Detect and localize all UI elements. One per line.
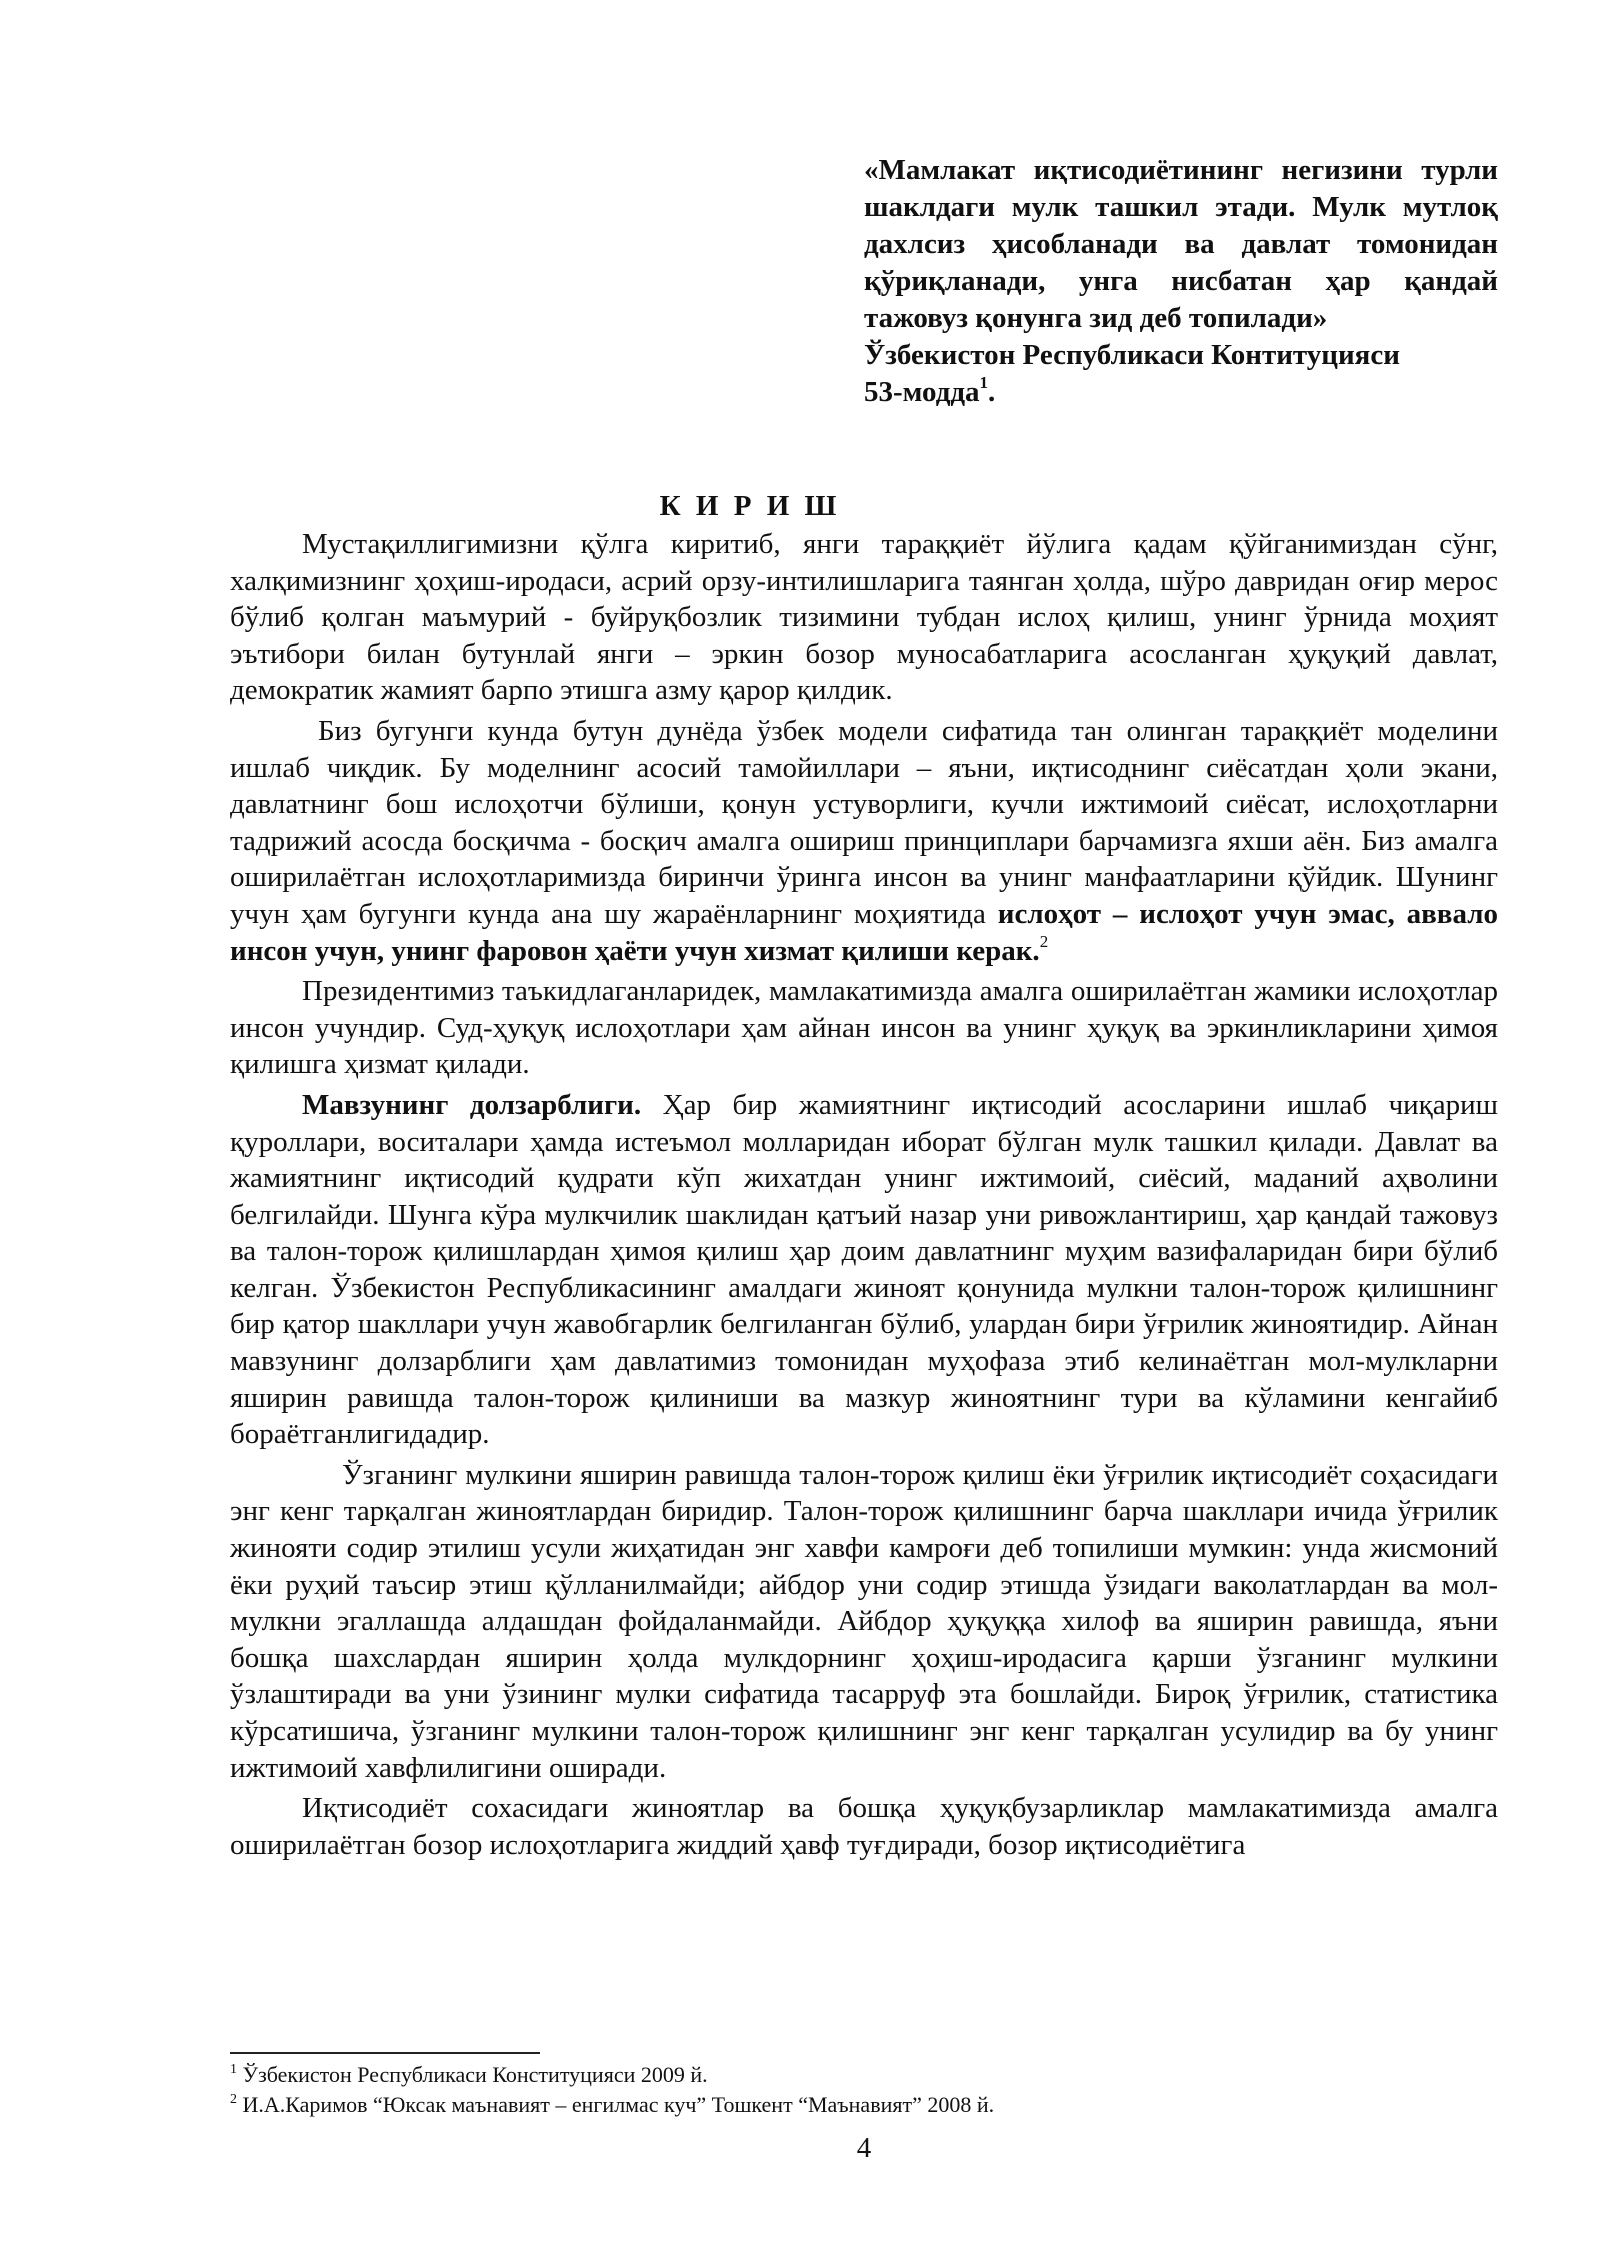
paragraph-1: Мустақиллигимизни қўлга киритиб, янги тараққиёт йўлига қадам қўйганимиздан сўнг, халқимизнинг ҳоҳиш-иродаси, асрий орзу-интилишларига таянган ҳолда, шўро давридан оғир мерос бўлиб қолган маъмурий - буйруқбозлик тизимини тубдан ислоҳ қилиш, унинг ўрнида моҳият эътибори билан бутунлай янги – эркин бозор муносабатларига асосланган ҳуқуқий давлат, демократик жамият барпо этишга азму қарор қилдик.	[230, 528, 1498, 707]
paragraph-4-text: Ҳар бир жамиятнинг иқтисодий асосларини ишлаб чиқариш қуроллари, воситалари ҳамда истеъмол молларидан иборат бўлган мулк ташкил қилади. Давлат ва жамиятнинг иқтисодий қудрати кўп жихатдан унинг ижтимоий, сиёсий, маданий аҳволини белгилайди. Шунга кўра мулкчилик шаклидан қатъий назар уни ривожлантириш, ҳар қандай тажовуз ва талон-торож қилишлардан ҳимоя қилиш ҳар доим давлатнинг муҳим вазифаларидан бири бўлиб келган. Ўзбекистон Республикасининг амалдаги жиноят қонунида мулкни талон-торож қилишнинг бир қатор шакллари учун жавобгарлик белгиланган бўлиб, улардан бири ўғрилик жиноятидир. Айнан мавзунинг долзарблиги ҳам давлатимиз томонидан муҳофаза этиб келинаётган мол-мулкларни яширин равишда талон-торож қилиниши ва мазкур жиноятнинг тури ва кўламини кенгайиб бораётганлигидадир.	[230, 1088, 1498, 1451]
section-heading	[0, 490, 1500, 523]
page-number: 4	[856, 2132, 872, 2164]
paragraph-2-text: Биз бугунги кунда бутун дунёда ўзбек модели сифатида тан олинган тараққиёт моделини ишлаб чиқдик. Бу моделнинг асосий тамойиллари – яъни, иқтисоднинг сиёсатдан ҳоли экани, давлатнинг бош ислоҳотчи бўлиши, қонун устуворлиги, кучли ижтимоий сиёсат, ислоҳотларни тадрижий асосда босқичма - босқич амалга ошириш принциплари барчамизга яхши аён. Биз амалга оширилаётган ислоҳотларимизда биринчи ўринга инсон ва унинг манфаатларини қўйдик. Шунинг учун ҳам бугунги кунда ана шу жараёнларнинг моҳиятида	[230, 714, 1498, 930]
footnotes	[230, 2060, 1498, 2120]
footnote-1-text: Ўзбекистон Республикаси Конституцияси 2009 й.	[237, 2062, 708, 2087]
paragraph-6: Иқтисодиёт сохасидаги жиноятлар ва бошқа ҳуқуқбузарликлар мамлакатимизда амалга оширилаётган бозор ислоҳотларига жиддий ҳавф туғдиради, бозор иқтисодиётига	[230, 1792, 1498, 1861]
epigraph-source-line1: Ўзбекистон Республикаси Контитуцияси	[864, 339, 1400, 371]
footnote-mark-2[interactable]: 2	[1039, 931, 1049, 951]
paragraph-3: Президентимиз таъкидлаганларидек, мамлакатимизда амалга оширилаётган жамики ислоҳотлар инсон учундир. Суд-ҳуқуқ ислоҳотлари ҳам айнан инсон ва унинг ҳуқуқ ва эркинликларини ҳимоя қилишга ҳизмат қилади.	[230, 975, 1498, 1081]
footnote-separator	[230, 2052, 540, 2054]
footnote-2-mark: 2	[230, 2091, 237, 2107]
paragraph-2-bold: ислоҳот – ислоҳот учун эмас, аввало инсон учун, унинг фаровон ҳаёти учун хизмат қилиши керак.	[230, 897, 1498, 967]
epigraph	[864, 152, 1498, 411]
footnote-1	[230, 2060, 1498, 2090]
footnote-mark-1[interactable]: 1	[979, 373, 989, 393]
section-heading-text: К И Р И Ш	[659, 490, 841, 522]
paragraph-2	[230, 713, 1498, 969]
epigraph-quote: «Мамлакат иқтисодиётининг негизини турли шаклдаги мулк ташкил этади. Мулк мутлоқ дахлсиз ҳисобланади ва давлат томонидан қўриқланади, унга нисбатан ҳар қандай тажовуз қонунга зид деб топилади»	[864, 154, 1498, 334]
footnote-1-mark: 1	[230, 2061, 237, 2077]
footnote-2-text: И.А.Каримов “Юксак маънавият – енгилмас куч” Тошкент “Маънавият” 2008 й.	[237, 2092, 995, 2117]
epigraph-source-tail: .	[988, 376, 996, 408]
epigraph-source-line2: 53-модда	[864, 376, 980, 408]
main-text	[230, 526, 1498, 1863]
paragraph-4	[230, 1087, 1498, 1453]
paragraph-5: Ўзганинг мулкини яширин равишда талон-торож қилиш ёки ўғрилик иқтисодиёт соҳасидаги энг кенг тарқалган жиноятлардан биридир. Талон-торож қилишнинг барча шакллари ичида ўғрилик жинояти содир этилиш усули жиҳатидан энг хавфи камроғи деб топилиши мумкин: унда жисмоний ёки руҳий таъсир этиш қўлланилмайди; айбдор уни содир этишда ўзидаги ваколатлардан ва мол-мулкни эгаллашда алдашдан фойдаланмайди. Айбдор ҳуқуққа хилоф ва яширин равишда, яъни бошқа шахслардан яширин ҳолда мулкдорнинг ҳоҳиш-иродасига қарши ўзганинг мулкини ўзлаштиради ва уни ўзининг мулки сифатида тасарруф эта бошлайди. Бироқ ўғрилик, статистика кўрсатишича, ўзганинг мулкини талон-торож қилишнинг энг кенг тарқалган усулидир ва бу унинг ижтимоий хавфлилигини оширади.	[230, 1458, 1498, 1784]
paragraph-4-bold: Мавзунинг долзарблиги.	[302, 1088, 642, 1121]
footnote-2	[230, 2090, 1498, 2120]
epigraph-source	[864, 337, 1498, 411]
epigraph-source-line2-wrap	[864, 374, 1498, 411]
